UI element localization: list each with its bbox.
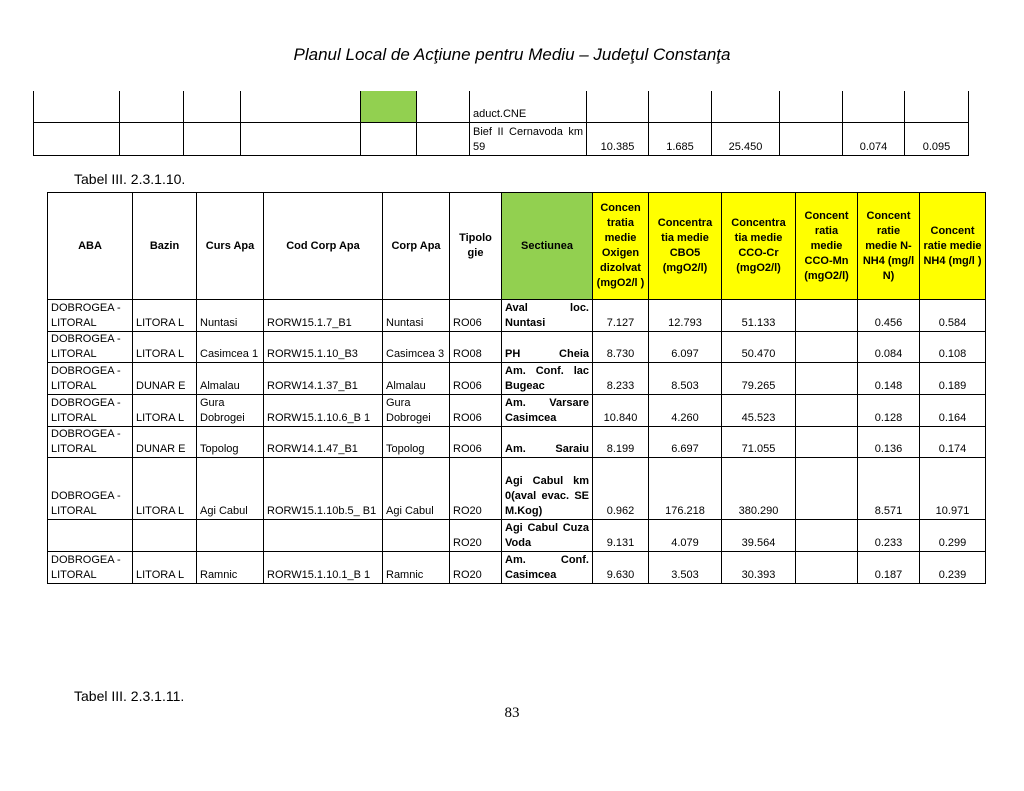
table-row — [48, 300, 986, 332]
cell-sectiunea: Am. Saraiu — [502, 427, 593, 458]
cell-oxigen: 9.630 — [593, 552, 649, 584]
header-cbo5: Concentra tia medie CBO5 (mgO2/l) — [649, 193, 722, 300]
cell-nh4n: 0.074 — [843, 122, 905, 155]
empty-cell — [241, 122, 361, 155]
header-oxigen: Concen tratia medie Oxigen dizolvat (mgO2/l ) — [593, 193, 649, 300]
cell-nh4n: 0.148 — [858, 363, 920, 395]
cell-bazin: LITORA L — [133, 458, 197, 520]
cell-corp-apa — [383, 520, 450, 552]
cell-cbo5: 12.793 — [649, 300, 722, 332]
cell-cco-mn — [780, 91, 843, 122]
cell-corp-apa: Topolog — [383, 427, 450, 458]
cell-aba: DOBROGEA -LITORAL — [48, 458, 133, 520]
water-quality-table — [47, 192, 986, 584]
cell-nh4n: 0.233 — [858, 520, 920, 552]
cell-bazin: LITORA L — [133, 552, 197, 584]
cell-nh4n — [843, 91, 905, 122]
cell-nh4: 10.971 — [920, 458, 986, 520]
cell-corp-apa: Ramnic — [383, 552, 450, 584]
cell-cbo5: 1.685 — [649, 122, 712, 155]
cell-nh4: 0.095 — [905, 122, 969, 155]
empty-cell — [361, 91, 417, 122]
cell-sectiunea: aduct.CNE — [470, 91, 587, 122]
cell-nh4: 0.239 — [920, 552, 986, 584]
header-cco-mn: Concent ratia medie CCO-Mn (mgO2/l) — [796, 193, 858, 300]
table-row — [48, 427, 986, 458]
cell-nh4n: 0.128 — [858, 395, 920, 427]
cell-sectiunea: Agi Cabul km 0(aval evac. SE M.Kog) — [502, 458, 593, 520]
cell-cbo5: 3.503 — [649, 552, 722, 584]
cell-cco-mn — [796, 427, 858, 458]
page-number: 83 — [504, 705, 520, 721]
continued-table — [33, 91, 969, 156]
cell-sectiunea: Agi Cabul Cuza Voda — [502, 520, 593, 552]
cell-cco-cr: 39.564 — [722, 520, 796, 552]
cell-corp-apa: Nuntasi — [383, 300, 450, 332]
table-row — [48, 395, 986, 427]
header-sectiunea: Sectiunea — [502, 193, 593, 300]
cell-cco-cr: 79.265 — [722, 363, 796, 395]
cell-cco-cr: 51.133 — [722, 300, 796, 332]
cell-cbo5: 176.218 — [649, 458, 722, 520]
table-row — [34, 91, 969, 122]
empty-cell — [34, 122, 120, 155]
cell-cod-corp-apa: RORW14.1.47_B1 — [264, 427, 383, 458]
header-tipologie: Tipolo gie — [450, 193, 502, 300]
cell-cco-cr: 25.450 — [712, 122, 780, 155]
cell-cbo5: 4.079 — [649, 520, 722, 552]
cell-cco-cr: 50.470 — [722, 332, 796, 363]
cell-bazin: LITORA L — [133, 395, 197, 427]
cell-nh4: 0.174 — [920, 427, 986, 458]
cell-curs-apa: Gura Dobrogei — [197, 395, 264, 427]
cell-cod-corp-apa: RORW15.1.7_B1 — [264, 300, 383, 332]
cell-tipologie: RO20 — [450, 458, 502, 520]
cell-cco-cr: 30.393 — [722, 552, 796, 584]
cell-cco-mn — [796, 332, 858, 363]
table-row — [48, 332, 986, 363]
cell-oxigen: 7.127 — [593, 300, 649, 332]
header-nh4: Concent ratie medie NH4 (mg/l ) — [920, 193, 986, 300]
header-corp-apa: Corp Apa — [383, 193, 450, 300]
empty-cell — [184, 91, 241, 122]
cell-cbo5: 6.697 — [649, 427, 722, 458]
header-aba: ABA — [48, 193, 133, 300]
empty-cell — [241, 91, 361, 122]
cell-nh4: 0.299 — [920, 520, 986, 552]
cell-cco-mn — [796, 300, 858, 332]
cell-tipologie: RO20 — [450, 520, 502, 552]
header-nh4n: Concent ratie medie N-NH4 (mg/l N) — [858, 193, 920, 300]
table-row — [48, 520, 986, 552]
cell-cco-cr: 71.055 — [722, 427, 796, 458]
cell-curs-apa: Casimcea 1 — [197, 332, 264, 363]
cell-cbo5: 6.097 — [649, 332, 722, 363]
cell-cod-corp-apa: RORW15.1.10_B3 — [264, 332, 383, 363]
cell-nh4n: 0.136 — [858, 427, 920, 458]
empty-cell — [120, 91, 184, 122]
cell-bazin — [133, 520, 197, 552]
cell-curs-apa: Nuntasi — [197, 300, 264, 332]
table-row — [48, 458, 986, 520]
main-table-body — [48, 300, 986, 584]
cell-tipologie: RO06 — [450, 427, 502, 458]
cell-nh4: 0.108 — [920, 332, 986, 363]
header-cco-cr: Concentra tia medie CCO-Cr (mgO2/l) — [722, 193, 796, 300]
cell-nh4: 0.164 — [920, 395, 986, 427]
cell-curs-apa — [197, 520, 264, 552]
cell-curs-apa: Almalau — [197, 363, 264, 395]
header-bazin: Bazin — [133, 193, 197, 300]
cell-aba: DOBROGEA -LITORAL — [48, 395, 133, 427]
cell-oxigen — [587, 91, 649, 122]
header-curs-apa: Curs Apa — [197, 193, 264, 300]
cell-nh4 — [905, 91, 969, 122]
cell-sectiunea: Aval loc. Nuntasi — [502, 300, 593, 332]
cell-tipologie: RO06 — [450, 395, 502, 427]
cell-bazin: LITORA L — [133, 332, 197, 363]
cell-bazin: LITORA L — [133, 300, 197, 332]
cell-cco-mn — [780, 122, 843, 155]
cell-cbo5: 8.503 — [649, 363, 722, 395]
cell-nh4: 0.189 — [920, 363, 986, 395]
cell-corp-apa: Almalau — [383, 363, 450, 395]
cell-cod-corp-apa: RORW15.1.10.6_B 1 — [264, 395, 383, 427]
cell-aba — [48, 520, 133, 552]
cell-corp-apa: Casimcea 3 — [383, 332, 450, 363]
cell-nh4n: 0.456 — [858, 300, 920, 332]
cell-cod-corp-apa: RORW15.1.10b.5_ B1 — [264, 458, 383, 520]
cell-sectiunea: PH Cheia — [502, 332, 593, 363]
header-cod-corp-apa: Cod Corp Apa — [264, 193, 383, 300]
cell-cbo5 — [649, 91, 712, 122]
continued-table-body — [34, 91, 969, 155]
cell-sectiunea: Am. Conf. Casimcea — [502, 552, 593, 584]
cell-corp-apa: Agi Cabul — [383, 458, 450, 520]
cell-aba: DOBROGEA -LITORAL — [48, 332, 133, 363]
cell-oxigen: 10.840 — [593, 395, 649, 427]
cell-cco-mn — [796, 552, 858, 584]
cell-oxigen: 10.385 — [587, 122, 649, 155]
cell-oxigen: 9.131 — [593, 520, 649, 552]
page-header: Planul Local de Acţiune pentru Mediu – Judeţul Constanţa — [293, 45, 731, 64]
cell-nh4n: 0.187 — [858, 552, 920, 584]
cell-curs-apa: Agi Cabul — [197, 458, 264, 520]
cell-tipologie: RO06 — [450, 300, 502, 332]
empty-cell — [120, 122, 184, 155]
cell-curs-apa: Ramnic — [197, 552, 264, 584]
cell-oxigen: 8.730 — [593, 332, 649, 363]
cell-sectiunea: Am. Varsare Casimcea — [502, 395, 593, 427]
header-row — [48, 193, 986, 300]
cell-cod-corp-apa: RORW14.1.37_B1 — [264, 363, 383, 395]
empty-cell — [184, 122, 241, 155]
cell-cco-mn — [796, 520, 858, 552]
cell-aba: DOBROGEA -LITORAL — [48, 363, 133, 395]
cell-oxigen: 8.233 — [593, 363, 649, 395]
cell-bazin: DUNAR E — [133, 427, 197, 458]
empty-cell — [417, 122, 470, 155]
cell-nh4: 0.584 — [920, 300, 986, 332]
cell-nh4n: 8.571 — [858, 458, 920, 520]
table-row — [48, 363, 986, 395]
cell-bazin: DUNAR E — [133, 363, 197, 395]
cell-nh4n: 0.084 — [858, 332, 920, 363]
cell-sectiunea: Am. Conf. lac Bugeac — [502, 363, 593, 395]
cell-cco-cr: 380.290 — [722, 458, 796, 520]
cell-aba: DOBROGEA -LITORAL — [48, 300, 133, 332]
cell-sectiunea: Bief II Cernavoda km 59 — [470, 122, 587, 155]
cell-cco-mn — [796, 363, 858, 395]
table-row — [34, 122, 969, 155]
empty-cell — [417, 91, 470, 122]
cell-aba: DOBROGEA -LITORAL — [48, 552, 133, 584]
cell-oxigen: 0.962 — [593, 458, 649, 520]
cell-cco-cr — [712, 91, 780, 122]
caption-table-10: Tabel III. 2.3.1.10. — [74, 171, 186, 187]
cell-cod-corp-apa: RORW15.1.10.1_B 1 — [264, 552, 383, 584]
cell-cco-mn — [796, 395, 858, 427]
cell-curs-apa: Topolog — [197, 427, 264, 458]
empty-cell — [361, 122, 417, 155]
cell-cco-cr: 45.523 — [722, 395, 796, 427]
cell-cco-mn — [796, 458, 858, 520]
cell-corp-apa: Gura Dobrogei — [383, 395, 450, 427]
cell-cod-corp-apa — [264, 520, 383, 552]
caption-table-11: Tabel III. 2.3.1.11. — [74, 688, 185, 704]
cell-tipologie: RO06 — [450, 363, 502, 395]
cell-tipologie: RO08 — [450, 332, 502, 363]
cell-aba: DOBROGEA -LITORAL — [48, 427, 133, 458]
table-row — [48, 552, 986, 584]
cell-oxigen: 8.199 — [593, 427, 649, 458]
cell-cbo5: 4.260 — [649, 395, 722, 427]
cell-tipologie: RO20 — [450, 552, 502, 584]
empty-cell — [34, 91, 120, 122]
